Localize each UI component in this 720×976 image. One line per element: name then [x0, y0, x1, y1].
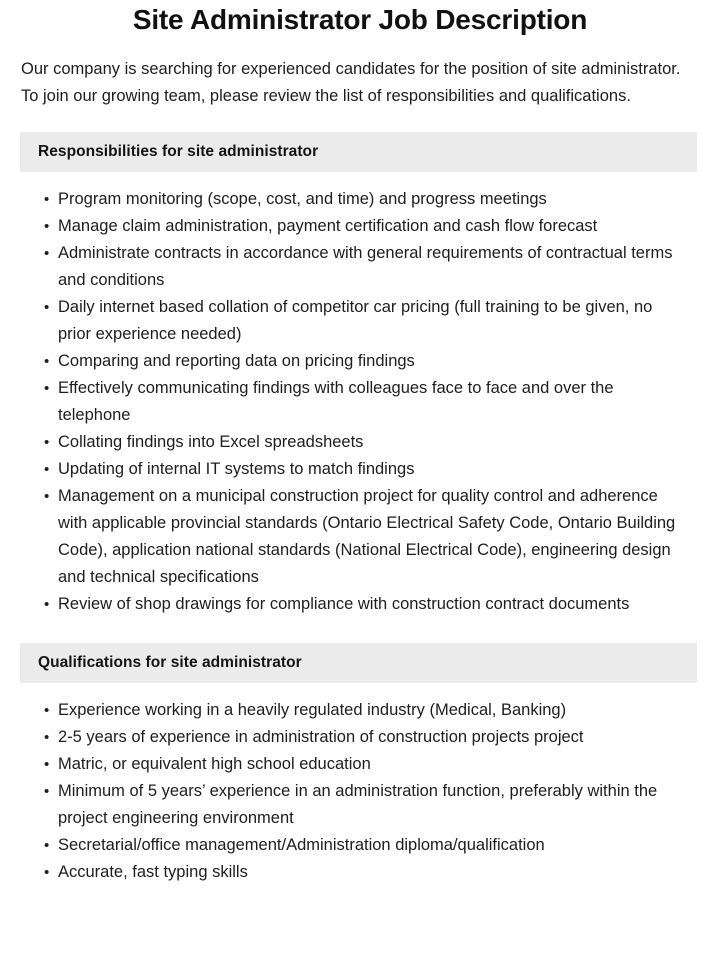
- section-header-qualifications: [20, 643, 697, 683]
- intro-paragraph: Our company is searching for experienced candidates for the position of site administrator. To join our growing team, please review the list of responsibilities and qualifications.: [21, 60, 681, 105]
- list-item: • Management on a municipal construction project for quality control and adherence with applicable provincial standards (Ontario Electrical Safety Code, Ontario Building Code), application national standards (National Electrical Code), engineering design and technical specifications: [58, 483, 686, 591]
- list-item: • Matric, or equivalent high school education: [58, 751, 686, 778]
- section-qualifications: [0, 643, 720, 886]
- qualifications-list: [0, 697, 720, 886]
- list-item: • Manage claim administration, payment certification and cash flow forecast: [58, 213, 686, 240]
- page-title: Site Administrator Job Description: [132, 4, 588, 35]
- list-item: • Comparing and reporting data on pricing findings: [58, 348, 686, 375]
- responsibilities-list: [0, 186, 720, 618]
- list-item: • Administrate contracts in accordance with general requirements of contractual terms and conditions: [58, 240, 686, 294]
- list-item: • 2-5 years of experience in administration of construction projects project: [58, 724, 686, 751]
- section-heading-label: Responsibilities for site administrator: [38, 143, 319, 160]
- section-header-responsibilities: [20, 132, 697, 172]
- list-item: • Updating of internal IT systems to match findings: [58, 456, 686, 483]
- list-item: • Review of shop drawings for compliance with construction contract documents: [58, 591, 686, 618]
- list-item: • Collating findings into Excel spreadsheets: [58, 429, 686, 456]
- list-item: • Accurate, fast typing skills: [58, 859, 686, 886]
- list-item: • Program monitoring (scope, cost, and time) and progress meetings: [58, 186, 686, 213]
- list-item: • Daily internet based collation of competitor car pricing (full training to be given, no prior experience needed): [58, 294, 686, 348]
- list-item: • Minimum of 5 years’ experience in an administration function, preferably within the project engineering environment: [58, 778, 686, 832]
- list-item: • Effectively communicating findings with colleagues face to face and over the telephone: [58, 375, 686, 429]
- section-heading-label: Qualifications for site administrator: [38, 654, 302, 671]
- list-item: • Experience working in a heavily regulated industry (Medical, Banking): [58, 697, 686, 724]
- list-item: • Secretarial/office management/Administration diploma/qualification: [58, 832, 686, 859]
- section-responsibilities: [0, 132, 720, 618]
